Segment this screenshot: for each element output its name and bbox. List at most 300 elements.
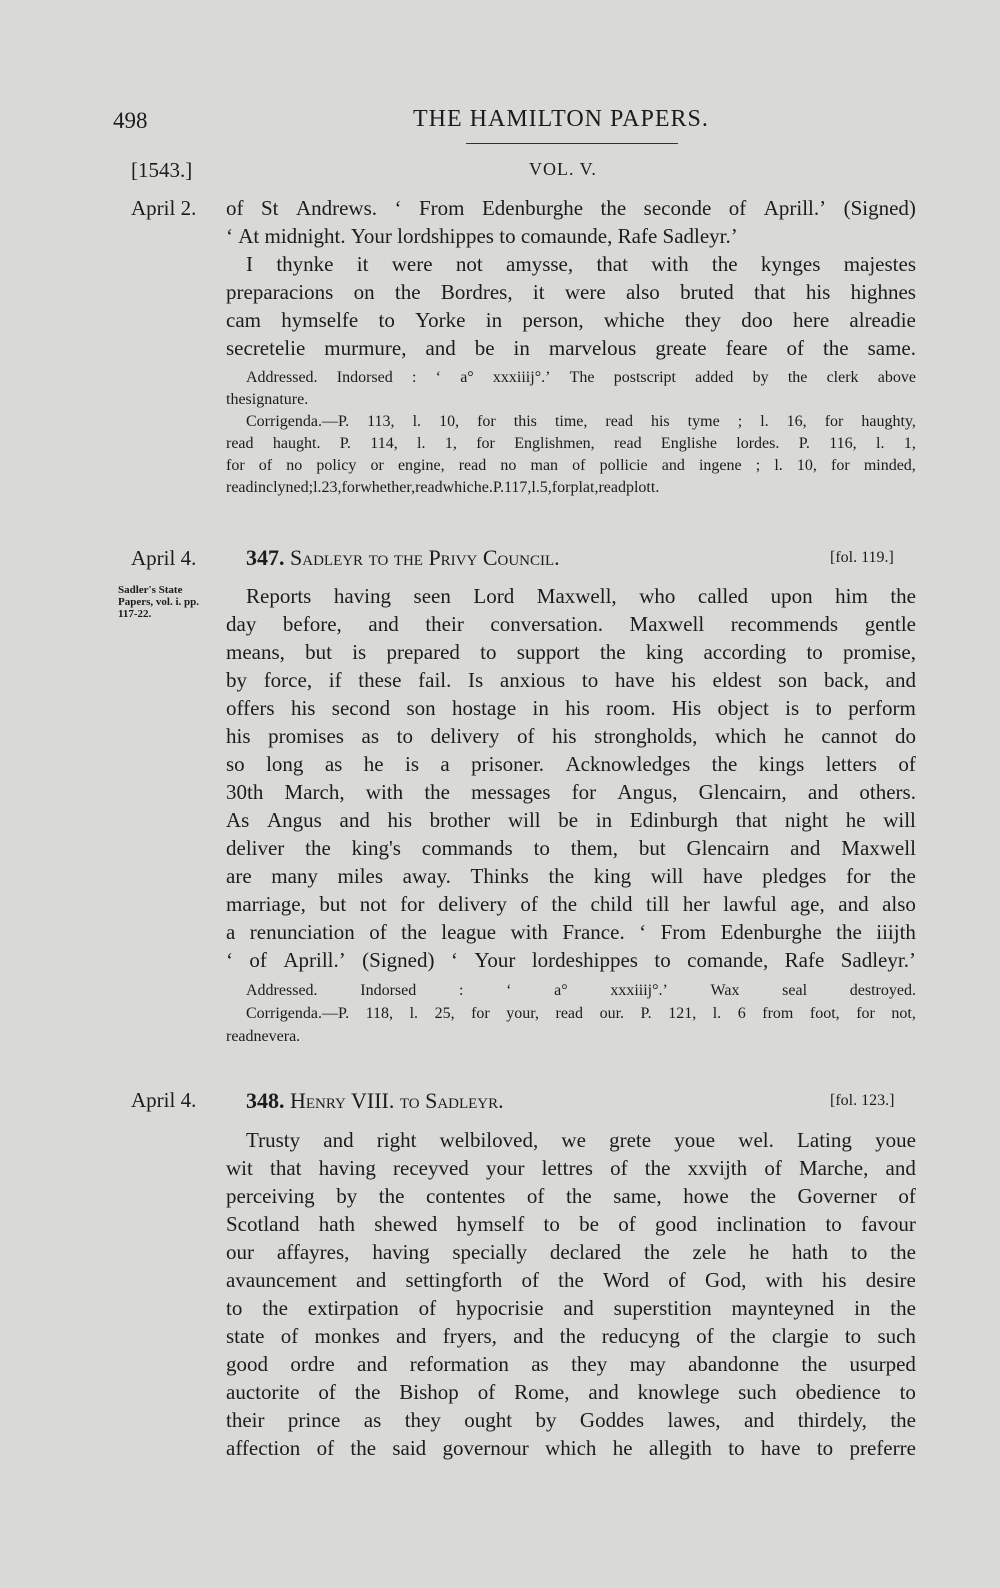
word: usurped [849,1352,916,1376]
word: is [404,752,419,776]
word: person, [522,308,584,332]
word: hath [791,1240,829,1264]
text-line [226,1184,916,1209]
word: the [559,1324,586,1348]
word: Glencairn [686,836,770,860]
word: the [643,1240,670,1264]
word: as [361,724,380,748]
word: have [703,864,743,888]
word: Glencairn, [698,780,787,804]
word: read [226,479,254,496]
text-line [226,1436,916,1461]
word: may [629,1352,666,1376]
word: and [563,1296,594,1320]
word: read [555,1005,584,1022]
word: ingene [698,457,742,474]
word: Bishop [399,1380,459,1404]
word: having [372,1240,430,1264]
word: haught. [272,435,321,452]
word: ; [737,413,743,430]
word: cam [226,308,261,332]
title-rule [466,143,678,144]
word: he [783,724,804,748]
word: and [885,1156,916,1180]
word: youe [674,1128,716,1152]
word: with [651,252,689,276]
word: ‘ [435,369,441,386]
word: son [778,668,808,692]
word: l. [313,479,322,496]
word: cannot [821,724,878,748]
text-line [226,696,916,721]
word: tyme [687,413,720,430]
word: read [226,435,254,452]
word: minded, [863,457,916,474]
word: and [323,1128,354,1152]
word: but [638,836,666,860]
word: of [249,948,267,972]
text-line [226,1240,916,1265]
word: our [226,1240,254,1264]
text-line [226,1268,916,1293]
entry-date: April 2. [131,196,197,220]
word: l. [531,479,540,496]
word: back, [824,668,869,692]
word: the [262,1296,288,1320]
word: read [614,435,642,452]
word: greate [655,336,707,360]
word: hymself [456,1212,525,1236]
word: kings [758,752,805,776]
word: of [572,457,586,474]
word: in [854,1296,871,1320]
word: Is [468,668,484,692]
word: youe [875,1128,916,1152]
word: Rome, [514,1380,570,1404]
running-title: THE HAMILTON PAPERS. [413,106,709,132]
word: renunciation [249,920,355,944]
word: Rafe [617,224,663,248]
word: shewed [374,1212,438,1236]
word: by [535,1408,557,1432]
word: settingforth [405,1268,503,1292]
note-line [246,982,916,1000]
word: avauncement [226,1268,337,1292]
word: Goddes [579,1408,645,1432]
word: specially [452,1240,528,1264]
word: who [639,584,676,608]
word: he [845,808,866,832]
word: Aprill.’ [763,196,827,220]
text-line [226,1380,916,1405]
word: maynteyned [731,1296,835,1320]
word: ought [464,1408,513,1432]
word: from [762,1005,794,1022]
text-line [226,336,916,361]
word: read [226,1028,254,1045]
word: grete [609,1128,652,1152]
word: Maxwell, [536,584,617,608]
word: (Signed) [362,948,435,972]
word: destroyed. [849,982,916,999]
word: of [226,196,244,220]
word: ordre [290,1352,335,1376]
word: but [319,892,347,916]
word: secretelie [226,336,306,360]
word: Corrigenda.—P. [246,413,350,430]
word: this [513,413,537,430]
word: a° [554,982,568,999]
word: abandonne [688,1352,780,1376]
word: allegith [648,1436,712,1460]
word: to [806,640,823,664]
text-line [226,1296,916,1321]
text-line [226,308,916,333]
word: his [565,696,590,720]
entry-date: April 4. [131,1088,197,1112]
word: 113, [367,413,395,430]
word: his [387,808,412,832]
word: Edenburghe [720,920,822,944]
word: the [401,920,427,944]
word: is [352,640,367,664]
word: with [510,920,548,944]
word: your, [506,1005,539,1022]
text-line [226,196,916,221]
word: be [474,336,495,360]
word: affayres, [276,1240,350,1264]
word: a. [289,1028,301,1045]
word: that [270,1156,302,1180]
word: Englishmen, [514,435,595,452]
word: thirdely, [797,1408,867,1432]
word: his [552,724,577,748]
word: for [846,864,871,888]
word: 6 [737,1005,746,1022]
word: the [226,391,246,408]
word: before, [282,612,342,636]
word: recommends [730,612,839,636]
word: Sadleyr.’ [840,948,916,972]
word: state [226,1324,265,1348]
word: of [318,1380,336,1404]
word: of [764,1156,782,1180]
word: also [625,280,660,304]
word: his [822,1268,847,1292]
word: were [564,280,606,304]
word: P. [339,435,351,452]
word: 114, [370,435,398,452]
word: the [644,1156,671,1180]
word: such [877,1324,916,1348]
word: Yorke [415,308,466,332]
word: extirpation [307,1296,399,1320]
word: reducyng [601,1324,680,1348]
word: of [898,1184,916,1208]
word: and [339,808,370,832]
word: and [513,1324,544,1348]
word: of [668,1268,686,1292]
word: 1, [444,435,457,452]
word: these [358,668,402,692]
word: 116, [829,435,857,452]
word: to [378,308,395,332]
word: preferre [849,1436,916,1460]
word: favour [861,1212,916,1236]
word: till [646,892,670,916]
word: which [715,724,767,748]
word: he [612,1436,633,1460]
word: for [400,892,425,916]
word: whiche [603,308,665,332]
word: the [890,584,916,608]
word: a [226,920,236,944]
word: league [441,920,497,944]
word: Governer [797,1184,877,1208]
word: and [588,1380,619,1404]
word: them, [570,836,618,860]
word: 16, [786,413,807,430]
note-line [246,369,916,387]
word: Indorsed [360,982,417,999]
word: the [551,892,578,916]
word: Aprill.’ [283,948,346,972]
word: of [696,1324,714,1348]
word: of [477,1380,496,1404]
corrigenda-line [246,1005,916,1023]
word: pledges [762,864,827,888]
word: the [711,752,738,776]
word: as [324,752,343,776]
word: receyved [393,1156,469,1180]
word: majestes [843,252,916,276]
word: Englishe [660,435,717,452]
word: desire [865,1268,916,1292]
word: (Signed) [843,196,916,220]
folio-reference: [fol. 123.] [830,1092,895,1109]
word: and [396,1324,427,1348]
word: will [650,864,684,888]
word: king's [351,836,401,860]
word: conversation. [490,612,603,636]
word: Edinburgh [629,808,719,832]
word: marriage, [226,892,306,916]
text-line [226,668,916,693]
word: : [411,369,417,386]
corrigenda-line [226,457,916,475]
word: they [684,308,721,332]
word: the [836,920,862,944]
word: governour [442,1436,529,1460]
word: the [350,1436,377,1460]
word: having [318,1156,376,1180]
word: second [331,696,391,720]
word: whiche. [442,479,493,496]
word: or [370,457,384,474]
word: of [526,1184,545,1208]
word: of [898,752,916,776]
word: good [655,1212,698,1236]
word: doo [741,308,773,332]
word: the [750,1184,776,1208]
word: foot, [809,1005,840,1022]
word: the [801,1352,828,1376]
word: Angus, [617,780,678,804]
word: it [532,280,545,304]
word: read [415,479,443,496]
word: zele [692,1240,727,1264]
word: 5, [539,479,552,496]
folio-reference: [fol. 119.] [830,549,894,566]
word: the [600,196,627,220]
word: of [520,892,538,916]
word: fryers, [442,1324,497,1348]
word: to [396,724,413,748]
word: which [545,1436,597,1460]
text-line [226,280,916,305]
word: with [365,780,404,804]
word: such [738,1380,777,1404]
word: P. [798,435,810,452]
text-line [226,1212,916,1237]
word: lettres [541,1156,593,1180]
word: lordshippes [397,224,500,248]
word: of [610,1156,628,1180]
word: they [571,1352,608,1376]
word: whether, [360,479,416,496]
page-number: 498 [113,108,148,133]
word: and [885,668,916,692]
word: Reports [246,584,312,608]
word: 10, [796,457,817,474]
word: for [341,479,361,496]
word: of [516,724,535,748]
word: support [516,640,580,664]
word: ‘ [226,948,233,972]
word: Maxwell [629,612,705,636]
word: highnes [850,280,916,304]
word: contentes [426,1184,506,1208]
word: king [645,640,684,664]
word: read [458,457,487,474]
word: prisoner. [471,752,545,776]
word: to [533,836,550,860]
word: for [226,457,245,474]
word: March, [284,780,345,804]
word: that [735,808,768,832]
word: the [822,336,849,360]
word: prepared [386,640,460,664]
word: to [499,224,521,248]
year-label: [1543.] [131,158,193,182]
word: monkes [314,1324,380,1348]
word: your [485,1156,525,1180]
word: affection [226,1436,301,1460]
word: delivery [438,892,507,916]
word: lordeshippes [531,948,638,972]
word: iiijth [876,920,916,944]
word: not [359,892,387,916]
word: I [246,252,253,276]
word: upon [770,584,813,608]
word: the [890,864,916,888]
word: have [760,1436,801,1460]
word: to [226,1296,243,1320]
word: the [378,1184,405,1208]
word: l. [409,1005,419,1022]
word: to [581,668,599,692]
word: l. [774,457,783,474]
word: will [883,808,916,832]
word: away. [402,864,451,888]
word: no [500,457,517,474]
word: no [286,457,303,474]
text-line [226,920,916,945]
word: clargie [771,1324,829,1348]
text-line [226,948,916,973]
corrigenda-line [246,413,916,431]
word: of [369,920,387,944]
word: the [729,1324,756,1348]
word: hymselfe [281,308,359,332]
word: for [471,1005,490,1022]
word: to [654,948,671,972]
word: his [650,413,670,430]
text-line [226,724,916,749]
word: not [455,252,483,276]
word: ; [308,479,314,496]
word: haughty, [861,413,916,430]
word: never [253,1028,290,1045]
word: eldest [712,668,762,692]
word: and [355,1268,387,1292]
word: child [590,892,633,916]
word: l. [417,435,426,452]
word: letters [825,752,877,776]
word: At [238,224,265,248]
word: of [728,196,747,220]
word: gentle [864,612,916,636]
word: hypocrisie [456,1296,544,1320]
word: to [728,1436,745,1460]
word: were [391,252,433,276]
word: comande, [687,948,769,972]
word: same, [613,1184,662,1208]
word: Marche, [798,1156,869,1180]
word: 23, [321,479,342,496]
word: promises [268,724,344,748]
word: marvelous [548,336,637,360]
word: offers [226,696,275,720]
word: the [558,1268,584,1292]
entry-heading [246,545,560,571]
corrigenda-line [226,479,916,497]
word: postscript [613,369,676,386]
word: according [703,640,787,664]
word: here [793,308,830,332]
word: as [531,1352,549,1376]
entry-heading [246,1088,504,1114]
word: l. [712,1005,722,1022]
word: Corrigenda.—P. [246,1005,350,1022]
word: room. [606,696,656,720]
word: of [521,1268,539,1292]
word: to [816,1436,834,1460]
word: night [784,808,829,832]
word: to [899,1380,916,1404]
word: kynges [760,252,821,276]
word: added [695,369,734,386]
